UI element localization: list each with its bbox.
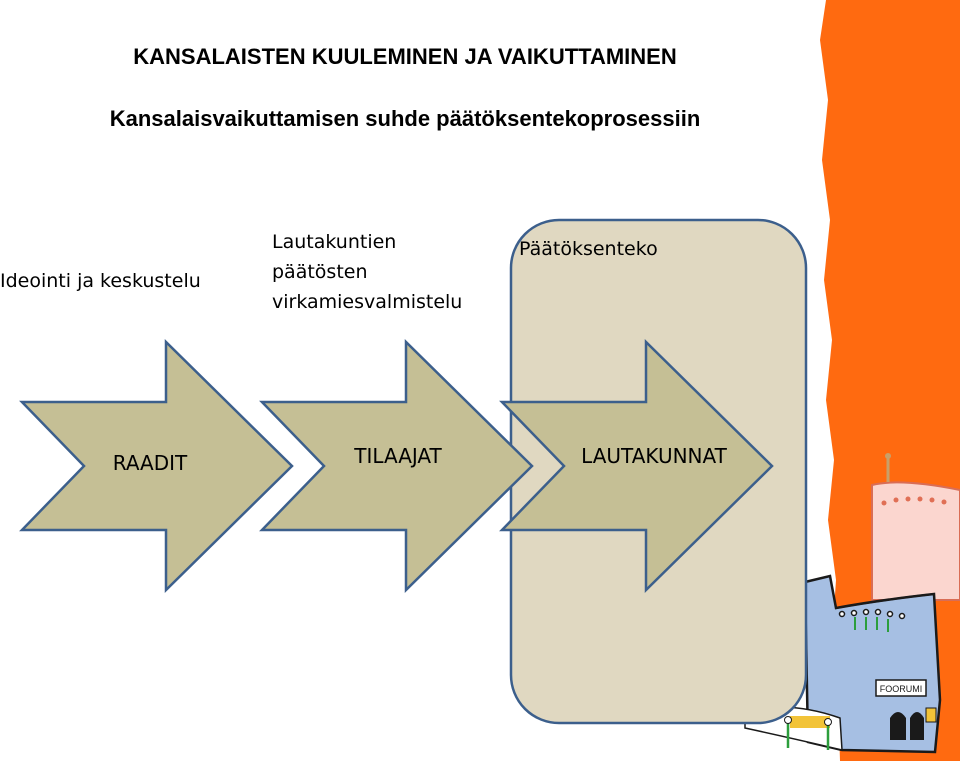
subtitle: Kansalaisvaikuttamisen suhde päätöksentekoprosessiin: [109, 106, 701, 131]
arrow-label-raadit: RAADIT: [112, 451, 188, 475]
foorumi-sign-text: FOORUMI: [879, 684, 923, 694]
stage-label-ideation: Ideointi ja keskustelu: [0, 270, 201, 292]
stage-label-preparation: Lautakuntien päätösten virkamiesvalmistelu: [272, 231, 463, 313]
arrow-label-lautakunnat: LAUTAKUNNAT: [581, 444, 727, 468]
stage-label-decision: Päätöksenteko: [519, 238, 658, 260]
arrow-label-tilaajat: TILAAJAT: [354, 444, 442, 468]
main-title: KANSALAISTEN KUULEMINEN JA VAIKUTTAMINEN: [133, 44, 677, 69]
